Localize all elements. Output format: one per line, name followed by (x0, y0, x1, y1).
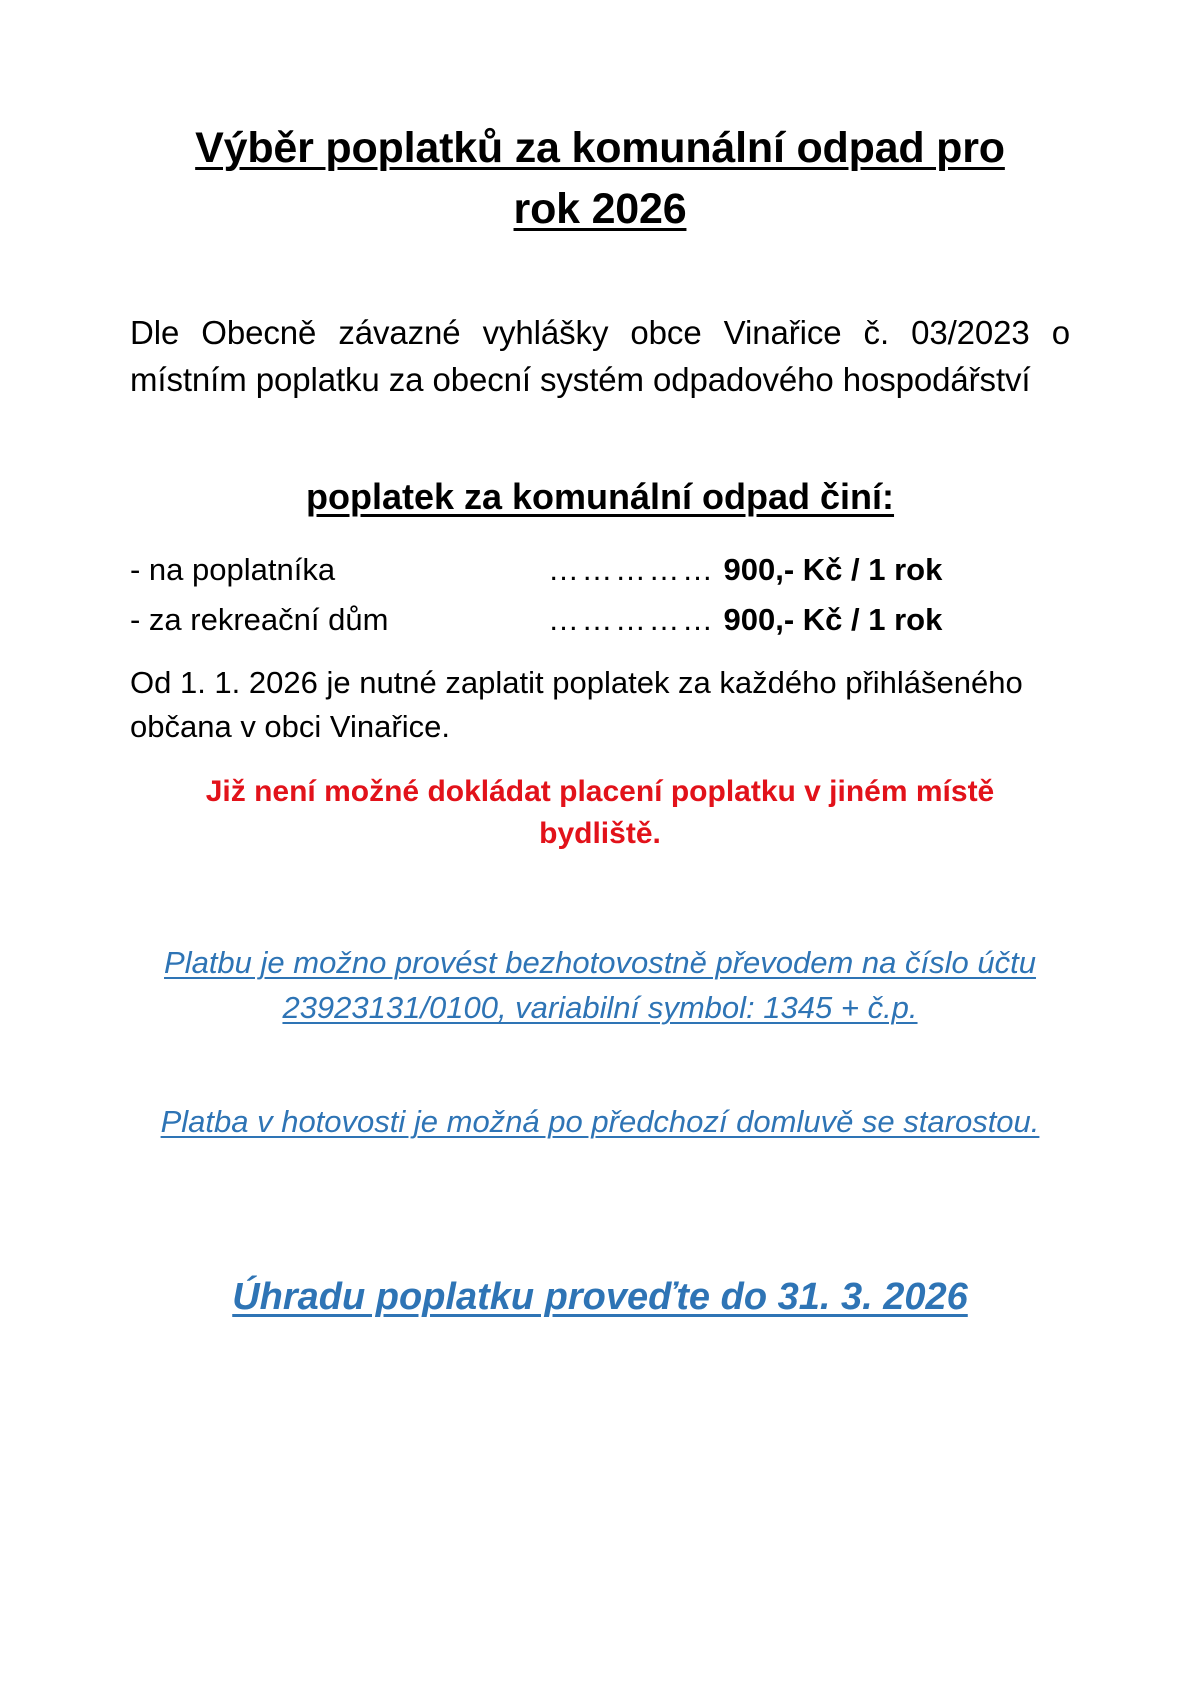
fee-leader-dots: …………… (548, 551, 716, 587)
fee-row (130, 545, 1070, 595)
warning-text: Již není možné dokládat placení poplatku v jiném místě bydliště. (205, 775, 995, 851)
page-title-line-2: rok 2026 (513, 185, 687, 234)
fee-section-heading-text: poplatek za komunální odpad činí: (305, 475, 895, 517)
fee-label: - za rekreační dům (130, 601, 389, 637)
effective-date-note: Od 1. 1. 2026 je nutné zaplatit poplatek za každého přihlášeného občana v obci Vinařice. (130, 665, 1023, 745)
intro-paragraph: Dle Obecně závazné vyhlášky obce Vinařice č. 03/2023 o místním poplatku za obecní systém odpadového hospodářství (130, 314, 1070, 398)
fee-section-heading (130, 404, 1070, 521)
fee-label: - na poplatníka (130, 551, 336, 587)
fee-amount: 900,- Kč / 1 rok (723, 551, 943, 587)
payment-cash-text: Platba v hotovosti je možná po předchozí domluvě se starostou. (160, 1104, 1040, 1140)
payment-deadline-text: Úhradu poplatku proveďte do 31. 3. 2026 (232, 1275, 968, 1318)
fee-list (130, 521, 1070, 645)
fee-row (130, 595, 1070, 645)
fee-leader-dots: …………… (548, 601, 716, 637)
page-title-line-1: Výběr poplatků za komunální odpad pro (195, 124, 1005, 172)
payment-transfer-text: Platbu je možno provést bezhotovostně převodem na číslo účtu 23923131/0100, variabilní symbol: 1345 + č.p. (164, 945, 1036, 1025)
fee-amount: 900,- Kč / 1 rok (723, 601, 943, 637)
page-title (130, 0, 1070, 240)
